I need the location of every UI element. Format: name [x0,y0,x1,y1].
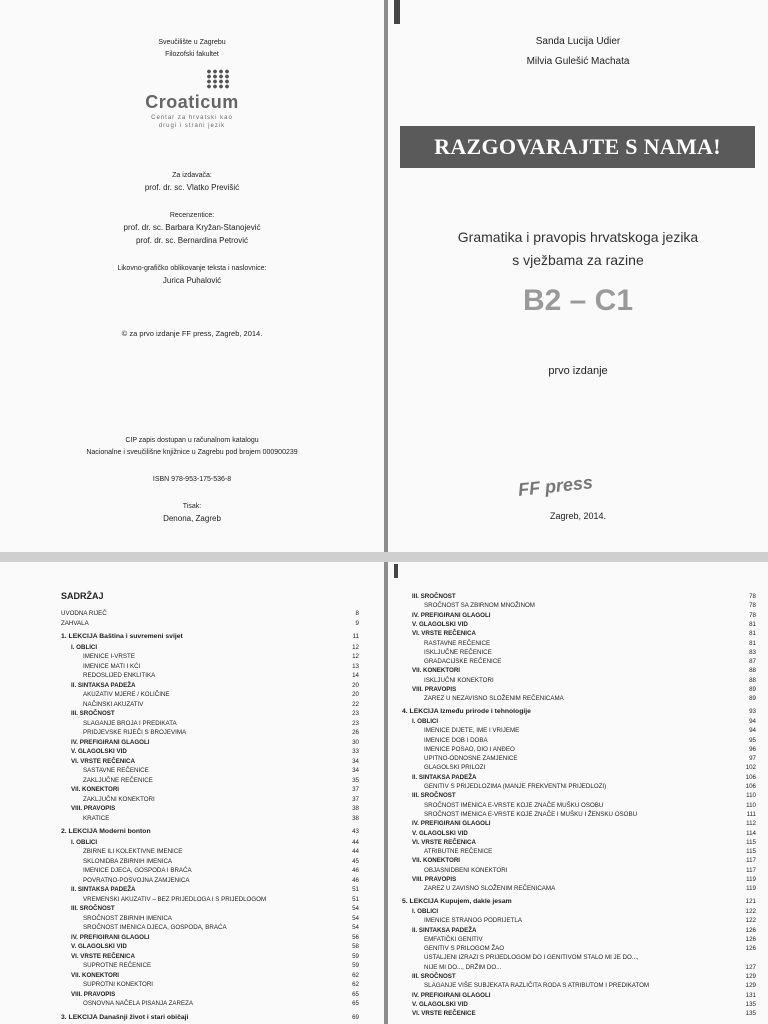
toc-page-number: 135 [745,1000,756,1008]
toc-entry-title: SASTAVNE REČENICE [83,767,149,774]
toc-page-left [0,562,384,1024]
toc-page-number: 69 [352,1013,359,1021]
toc-title: SADRŽAJ [61,591,104,601]
toc-page-number: 106 [745,783,756,790]
toc-entry-title: SROČNOST IMENICA E-VRSTE KOJE ZNAČE I MUŠKU I ŽENSKU OSOBU [424,810,638,818]
toc-page-number: 81 [749,620,756,628]
toc-entry-title: EMFATIČKI GENITIV [424,935,483,943]
toc-page-number: 129 [745,973,756,980]
toc-entry-title: II. SINTAKSA PADEŽA [412,926,477,934]
toc-page-number: 54 [352,914,359,922]
toc-page-number: 131 [745,991,756,999]
toc-page-number: 127 [745,963,756,971]
toc-entry-title: II. SINTAKSA PADEŽA [412,773,477,781]
toc-page-number: 30 [352,738,359,746]
toc-row [402,883,756,894]
toc-page-number: 65 [352,990,359,998]
toc-page-number: 11 [352,633,359,640]
logo-subtitle-1: Centar za hrvatski kao [151,115,233,121]
toc-entry-title: IV. PREFIGIRANI GLAGOLI [71,933,150,941]
toc-page-number: 102 [745,764,756,772]
toc-entry-title: SKLONIDBA ZBIRNIH IMENICA [83,857,173,865]
imprint-page [0,0,384,552]
toc-page-number: 78 [749,602,756,610]
toc-page-number: 54 [352,905,359,912]
toc-entry-title: VII. KONEKTORI [71,971,120,979]
toc-entry-title: SLAGANJE BROJA I PREDIKATA [83,719,177,727]
institution-line-1: Sveučilište u Zagrebu [158,39,226,46]
toc-lesson-row [61,631,359,642]
toc-entry-title: I. OBLICI [412,717,439,725]
toc-entry-title: ATRIBUTNE REČENICE [424,848,493,856]
toc-page-number: 126 [745,926,756,934]
scan-edge-mark [394,564,398,578]
toc-page-number: 38 [352,814,359,822]
toc-entry-title: VREMENSKI AKUZATIV – BEZ PRIJEDLOGA I S PRIJEDLOGOM [83,895,267,903]
toc-page-number: 119 [746,885,756,893]
toc-entry-title: VI. VRSTE REČENICA [71,952,135,960]
subtitle-line-2: s vježbama za razine [512,252,644,268]
toc-page-number: 59 [352,952,359,960]
toc-row [61,998,359,1009]
toc-entry-title: III. SROČNOST [71,905,115,912]
toc-page-number: 87 [749,658,756,666]
toc-entry-title: SROČNOST IMENICA DJECA, GOSPODA, BRAĆA [83,924,227,931]
toc-entry-title: AKUZATIV MJERE / KOLIČINE [83,691,170,698]
toc-page-number: 93 [749,707,756,715]
toc-entry-title: OBJASNIDBENI KONEKTORI [424,866,508,874]
toc-entry-title: IMENICE STRANOG PODRIJETLA [424,917,522,925]
cip-line-1: CIP zapis dostupan u računalnom katalogu [125,437,259,444]
toc-entry-title: IMENICE DOB I DOBA [424,736,488,744]
toc-page-number: 78 [749,611,756,619]
book-title: RAZGOVARAJTE S NAMA! [400,126,755,168]
publisher-name: prof. dr. sc. Vlatko Previšić [144,183,240,192]
toc-page-number: 43 [352,828,359,835]
toc-page-number: 51 [352,895,359,903]
toc-page-number: 122 [745,907,756,915]
toc-entry-title: IMENICE DJECA, GOSPODA I BRAĆA [83,867,192,874]
toc-page-number: 51 [352,886,359,893]
toc-entry-title: SROČNOST SA ZBIRNOM MNOŽINOM [424,602,535,610]
toc-entry-title: IV. PREFIGIRANI GLAGOLI [412,991,491,999]
toc-lesson-row [61,1012,359,1023]
toc-entry-title: SLAGANJE VIŠE SUBJEKATA RAZLIČITA RODA S ATRIBUTOM I PREDIKATOM [424,982,650,990]
toc-entry-title: USTALJENI IZRAZI S PRIJEDLOGOM DO I GENITIVOM STALO MI JE DO..., [424,954,639,962]
toc-page-number: 110 [746,792,756,800]
toc-page-number: 119 [746,876,756,883]
toc-page-number: 62 [352,981,359,988]
toc-page-number: 62 [352,971,359,979]
designer-name: Jurica Puhalović [162,276,222,285]
toc-page-number: 96 [749,745,756,753]
toc-entry-title: VI. VRSTE REČENICA [412,838,476,846]
toc-page-number: 23 [352,710,359,717]
toc-entry-title: SROČNOST IMENICA E-VRSTE KOJE ZNAČE MUŠKU OSOBU [424,801,604,809]
toc-page-number: 117 [746,857,756,865]
toc-row [402,1008,756,1019]
toc-entry-title: RASTAVNE REČENICE [424,639,491,647]
toc-page-number: 35 [352,776,359,784]
toc-row [61,618,359,629]
toc-entry-title: SUPROTNI KONEKTORI [83,981,154,988]
croaticum-logo-text: Croaticum [145,92,239,112]
toc-entry-title: GLAGOLSKI PRILOZI [424,764,486,772]
toc-page-number: 135 [745,1010,756,1018]
toc-page-number: 65 [352,1000,359,1007]
toc-page-number: 83 [749,648,756,656]
toc-entry-title: V. GLAGOLSKI VID [71,748,127,755]
toc-entry-title: 4. LEKCIJA Između prirode i tehnologije [402,707,531,715]
toc-entry-title: III. SROČNOST [412,593,456,600]
toc-entry-title: NAČINSKI AKUZATIV [83,700,144,708]
toc-entry-title: ZAREZ U NEZAVISNO SLOŽENIM REČENICAMA [424,695,564,703]
design-label: Likovno-grafičko oblikovanje teksta i naslovnice: [117,265,267,272]
toc-page-number: 22 [352,700,359,708]
toc-page-number: 78 [749,593,756,600]
toc-entry-title: NIJE MI DO..., DRŽIM DO... [424,963,502,971]
croaticum-logo-icon [206,69,230,89]
reviewers-label: Recenzentice: [169,212,215,219]
toc-entry-title: V. GLAGOLSKI VID [412,829,468,837]
toc-entry-title: IMENICE POSAO, DIO I ANĐEO [424,745,515,753]
toc-entry-title: PRIDJEVSKE RIJEČI S BROJEVIMA [83,729,187,736]
toc-entry-title: III. SROČNOST [412,792,456,800]
toc-entry-title: VII. KONEKTORI [412,857,461,865]
toc-entry-title: IV. PREFIGIRANI GLAGOLI [71,738,150,746]
isbn: ISBN 978-953-175-536-8 [152,476,232,483]
toc-entry-title: VIII. PRAVOPIS [71,805,116,812]
toc-entry-title: SUPROTNE REČENICE [83,962,152,969]
toc-entry-title: 1. LEKCIJA Baština i suvremeni svijet [61,633,183,640]
toc-page-number: 88 [749,667,756,675]
toc-entry-title: ZAKLJUČNE REČENICE [83,776,153,784]
toc-entry-title: IV. PREFIGIRANI GLAGOLI [412,611,491,619]
toc-page-number: 9 [355,619,359,627]
toc-entry-title: 2. LEKCIJA Moderni bonton [61,828,151,835]
toc-list-right [402,591,756,1024]
toc-entry-title: ISKLJUČNI KONEKTORI [424,676,494,684]
toc-page-number: 95 [749,736,756,744]
toc-entry-title: III. SROČNOST [71,710,115,717]
publisher-label: Za izdavača: [172,172,212,179]
toc-page-number: 129 [745,982,756,990]
place-year: Zagreb, 2014. [549,511,607,521]
printer-name: Denona, Zagreb [163,514,221,523]
toc-page-number: 13 [352,662,359,670]
toc-page-number: 45 [352,857,359,865]
copyright: © za prvo izdanje FF press, Zagreb, 2014. [121,329,263,338]
toc-page-number: 114 [746,829,756,837]
toc-entry-title: GRADACIJSKE REČENICE [424,658,502,666]
toc-page-number: 14 [352,672,359,679]
toc-entry-title: VI. VRSTE REČENICE [412,1010,476,1018]
toc-page-number: 37 [352,795,359,803]
toc-entry-title: OSNOVNA NAČELA PISANJA ZAREZA [83,1000,194,1007]
toc-page-number: 44 [352,838,359,846]
toc-page-number: 111 [746,810,756,818]
toc-page-number: 23 [352,719,359,727]
toc-page-right [388,562,768,1024]
toc-page-number: 81 [749,639,756,647]
institution-line-2: Filozofski fakultet [165,51,219,58]
toc-entry-title: V. GLAGOLSKI VID [412,620,468,628]
toc-entry-title: GENITIV S PRILOGOM ŽAO [424,945,505,953]
toc-page-number: 89 [749,695,756,703]
toc-page-number: 88 [749,676,756,684]
toc-page-number: 106 [745,773,756,781]
toc-page-number: 115 [746,838,756,846]
toc-page-number: 12 [352,643,359,651]
toc-entry-title: REDOSLIJED ENKLITIKA [83,672,156,679]
toc-entry-title: II. SINTAKSA PADEŽA [71,681,136,689]
toc-list-left [61,608,359,1022]
toc-entry-title: ZAREZ U ZAVISNO SLOŽENIM REČENICAMA [424,885,556,893]
edition: prvo izdanje [548,365,608,377]
toc-entry-title: IMENICE MATI I KĆI [83,662,141,670]
toc-entry-title: VIII. PRAVOPIS [71,990,116,998]
toc-entry-title: ZBIRNE ILI KOLEKTIVNE IMENICE [83,848,183,855]
toc-entry-title: IMENICE I-VRSTE [83,653,135,660]
toc-page-number: 94 [749,727,756,735]
toc-entry-title: KRATICE [83,814,110,822]
toc-entry-title: III. SROČNOST [412,973,456,980]
toc-entry-title: SROČNOST ZBIRNIH IMENICA [83,914,172,922]
print-label: Tisak: [182,503,202,510]
toc-page-number: 58 [352,943,359,950]
toc-page-number: 97 [749,755,756,763]
toc-entry-title: VII. KONEKTORI [412,667,461,675]
author-1: Sanda Lucija Udier [535,36,621,47]
toc-row [402,693,756,704]
toc-entry-title: V. GLAGOLSKI VID [71,943,127,950]
toc-entry-title: POVRATNO-POSVOJNA ZAMJENICA [83,876,190,884]
toc-row [61,813,359,824]
toc-page-number: 20 [352,691,359,698]
toc-page-number: 121 [745,897,756,905]
toc-entry-title: I. OBLICI [412,907,439,915]
toc-entry-title: IV. PREFIGIRANI GLAGOLI [412,820,491,828]
reviewer-1: prof. dr. sc. Barbara Kryžan-Stanojević [123,223,261,232]
toc-page-number: 117 [746,866,756,874]
author-2: Milvia Gulešić Machata [526,56,630,67]
scan-separator [0,552,768,562]
toc-page-number: 37 [352,786,359,793]
toc-page-number: 12 [352,653,359,660]
reviewer-2: prof. dr. sc. Bernardina Petrović [135,236,249,245]
toc-page-number: 94 [749,717,756,725]
ff-press-logo: FF press [517,472,594,500]
toc-entry-title: GENITIV S PRIJEDLOZIMA (MANJE FREKVENTNI PRIJEDLOZI) [424,783,607,790]
toc-page-number: 126 [745,945,756,953]
toc-page-number: 46 [352,876,359,884]
toc-page-number: 115 [746,848,756,856]
title-page [388,0,768,552]
level-badge: B2 – C1 [522,284,634,317]
toc-page-number: 34 [352,767,359,774]
toc-page-number: 38 [352,805,359,812]
cip-line-2: Nacionalne i sveučilišne knjižnice u Zagrebu pod brojem 000900239 [86,449,298,456]
subtitle-line-1: Gramatika i pravopis hrvatskoga jezika [457,229,699,245]
toc-page-number: 54 [352,924,359,931]
toc-entry-title: ZAKLJUČNI KONEKTORI [83,795,155,803]
toc-page-number: 81 [749,630,756,638]
toc-entry-title: VIII. PRAVOPIS [412,876,457,883]
toc-page-number: 56 [352,933,359,941]
toc-entry-title: I. OBLICI [71,838,98,846]
logo-subtitle-2: drugi i strani jezik [158,123,226,129]
toc-page-number: 122 [745,917,756,925]
toc-entry-title: VIII. PRAVOPIS [412,686,457,693]
toc-entry-title: ZAHVALA [61,619,89,627]
toc-page-number: 126 [745,935,756,943]
toc-entry-title: I. OBLICI [71,643,98,651]
toc-page-number: 46 [352,867,359,874]
toc-page-number: 26 [352,729,359,736]
toc-entry-title: ISKLJUČNE REČENICE [424,648,492,656]
scan-edge-mark [394,0,400,24]
toc-entry-title: V. GLAGOLSKI VID [412,1000,468,1008]
toc-page-number: 33 [352,748,359,755]
toc-entry-title: II. SINTAKSA PADEŽA [71,886,136,893]
toc-entry-title: UPITNO-ODNOSNE ZAMJENICE [424,755,518,763]
toc-page-number: 8 [355,610,359,617]
toc-page-number: 34 [352,757,359,765]
toc-entry-title: UVODNA RIJEČ [61,610,107,617]
toc-entry-title: VII. KONEKTORI [71,786,120,793]
toc-lesson-row [61,826,359,837]
toc-page-number: 112 [746,820,756,828]
toc-entry-title: IMENICE DIJETE, IME I VRIJEME [424,727,520,735]
toc-entry-title: 5. LEKCIJA Kupujem, dakle jesam [402,897,512,905]
toc-entry-title: VI. VRSTE REČENICA [71,757,135,765]
toc-entry-title: VI. VRSTE REČENICA [412,630,476,638]
toc-page-number: 44 [352,848,359,855]
toc-page-number: 110 [746,801,756,809]
toc-page-number: 89 [749,686,756,693]
toc-entry-title: 3. LEKCIJA Današnji život i stari običaji [61,1013,189,1021]
toc-page-number: 59 [352,962,359,969]
toc-page-number: 20 [352,681,359,689]
